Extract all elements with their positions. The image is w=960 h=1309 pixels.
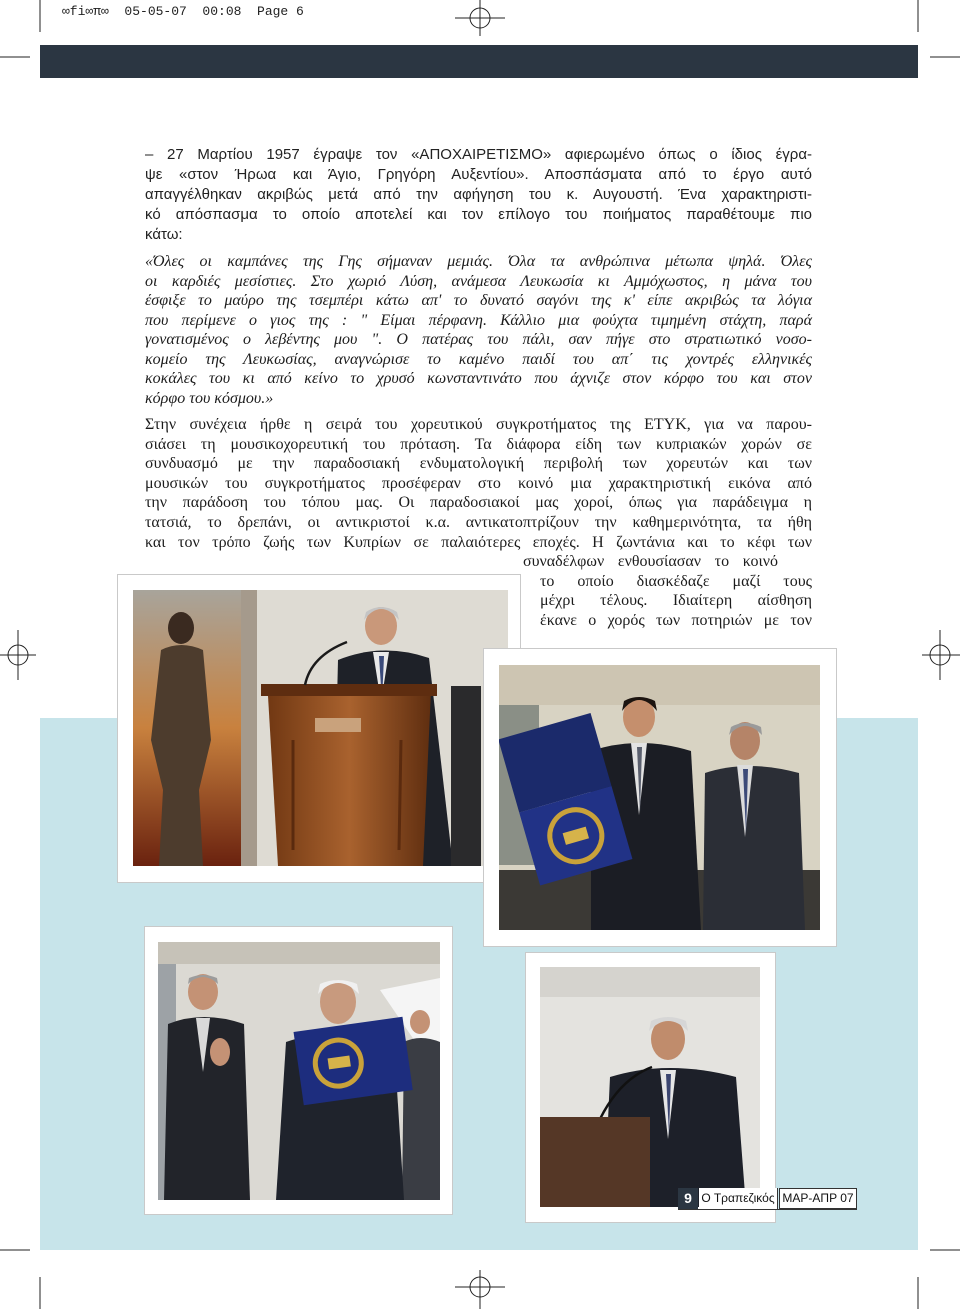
page-number: 9 [678, 1188, 698, 1209]
standing-figure [451, 686, 481, 866]
banner-strip [241, 590, 257, 866]
quote-line: «Όλες οι καμπάνες της Γης σήμαναν μεμιάς. Όλα τα ανθρώπινα μέτωπα ψηλά. Όλες [145, 253, 812, 270]
quote-line: κομείο της Λευκωσίας, αναγνώρισε το καμένο παιδί του απ΄ τις χοντρές ελληνικές [145, 350, 812, 368]
body-line: και τον τρόπο ζωής των Κυπρίων σε παλαιότερες εποχές. Η ζωντάνια και το κέφι των [145, 533, 812, 551]
header-bar [40, 45, 918, 78]
photo-frame [118, 575, 520, 882]
registration-mark-right [922, 630, 960, 680]
issue-date: ΜΑΡ-ΑΠΡ 07 [779, 1188, 857, 1209]
body-line: μουσικών του συγκροτήματος προσέφεραν στο κοινό μια χαρακτηριστική εικόνα από [145, 474, 812, 492]
body-line: σιάσει τη μουσικοχορευτική του πρόταση. Τα διάφορα είδη των κυπριακών χορών σε [145, 435, 812, 453]
quote-line: έσφιξε το μαύρο της τσεμπέρι κάτω απ' το δυνατό σαγόνι της κ' είπε ακριβώς τα λόγια [145, 292, 812, 309]
photo-frame [145, 927, 452, 1214]
intro-line: κάτω: [145, 226, 183, 243]
photo-speaker-at-lectern [133, 590, 508, 866]
magazine-name: Ο Τραπεζικός [699, 1188, 778, 1209]
quote-line: κοκάλες του κι από κείνο το χρυσό κωνσταντινάτο που άχνιζε στον κόρφο του και στον [145, 370, 812, 387]
intro-line: απαγγέλθηκαν ακριβώς μετά από την αφήγηση του κ. Αυγουστή. Ένα χαρακτηριστι- [145, 186, 812, 203]
poster [133, 590, 241, 866]
quote-line: οι καρδιές μεσίστιες. Στο χωριό Λύση, ανάμεσα Λευκωσία κι Αμμόχωστος, η μάνα του [145, 272, 812, 290]
registration-mark-left [0, 630, 36, 680]
body-line: συναδέλφων ενθουσίασαν το κοινό [523, 553, 778, 571]
quote-line: κόρφο του κόσμου.» [145, 389, 274, 407]
page-footer [678, 1188, 857, 1210]
lectern [540, 1117, 650, 1207]
quote-line: γονατισμένος ο λεβέντης μου ". Ο πατέρας του πάλι, σαν πήγε στο στρατιωτικό νοσο- [145, 331, 812, 348]
body-line: μέχρι τέλους. Ιδιαίτερη αίσθηση [540, 592, 812, 610]
body-line: τατσιά, το δρεπάνι, οι αντικριστοί κ.α. αντικατοπτρίζουν την καθημερινότητα, τα ήθη [145, 513, 812, 531]
plaque [294, 1017, 413, 1106]
intro-paragraph [145, 145, 812, 245]
body-line: Στην συνέχεια ήρθε η σειρά του χορευτικού συγκροτήματος της ΕΤΥΚ, για να παρου- [145, 416, 812, 433]
body-line: συνδυασμό με την παραδοσιακή ενδυματολογική περιβολή των χορευτών και των [145, 455, 812, 473]
printer-slug: ∞fi∞π∞ 05-05-07 00:08 Page 6 [62, 4, 304, 19]
intro-line: – 27 Μαρτίου 1957 έγραψε τον «ΑΠΟΧΑΙΡΕΤΙΣΜΟ» αφιερωμένο όπως ο ίδιος έγρα- [145, 146, 812, 163]
registration-mark-bottom [455, 1270, 505, 1309]
photo-frame [484, 649, 836, 946]
quote-line: που περίμενε ο γιος της : " Είμαι πέρφανη. Κάλλιο μια φούχτα τιμημένη στάχτη, παρά [145, 311, 812, 329]
poem-quote [145, 252, 812, 408]
body-line: το οποίο διασκέδαζε μαζί τους [540, 572, 812, 590]
photo-plaque-presentation [499, 665, 820, 930]
lectern [261, 684, 437, 866]
body-line: έκανε ο χορός των ποτηριών με τον [540, 611, 812, 629]
photo-frame [526, 953, 775, 1222]
photo-speaker-with-microphone [540, 967, 760, 1207]
photo-honoree-with-plaque [158, 942, 440, 1200]
intro-line: ψε «στον Ήρωα και Άγιο, Γρηγόρη Αυξεντίου». Αποσπάσματα από το έργο αυτό [145, 166, 812, 183]
body-line: την παράδοση του τόπου μας. Οι παραδοσιακοί μας χοροί, όπως για παράδειγμα η [145, 494, 812, 512]
intro-line: κό απόσπασμα το οποίο αποτελεί και τον επίλογο του ποιήματος παραθέτουμε πιο [145, 206, 812, 223]
registration-mark-top [455, 0, 505, 36]
